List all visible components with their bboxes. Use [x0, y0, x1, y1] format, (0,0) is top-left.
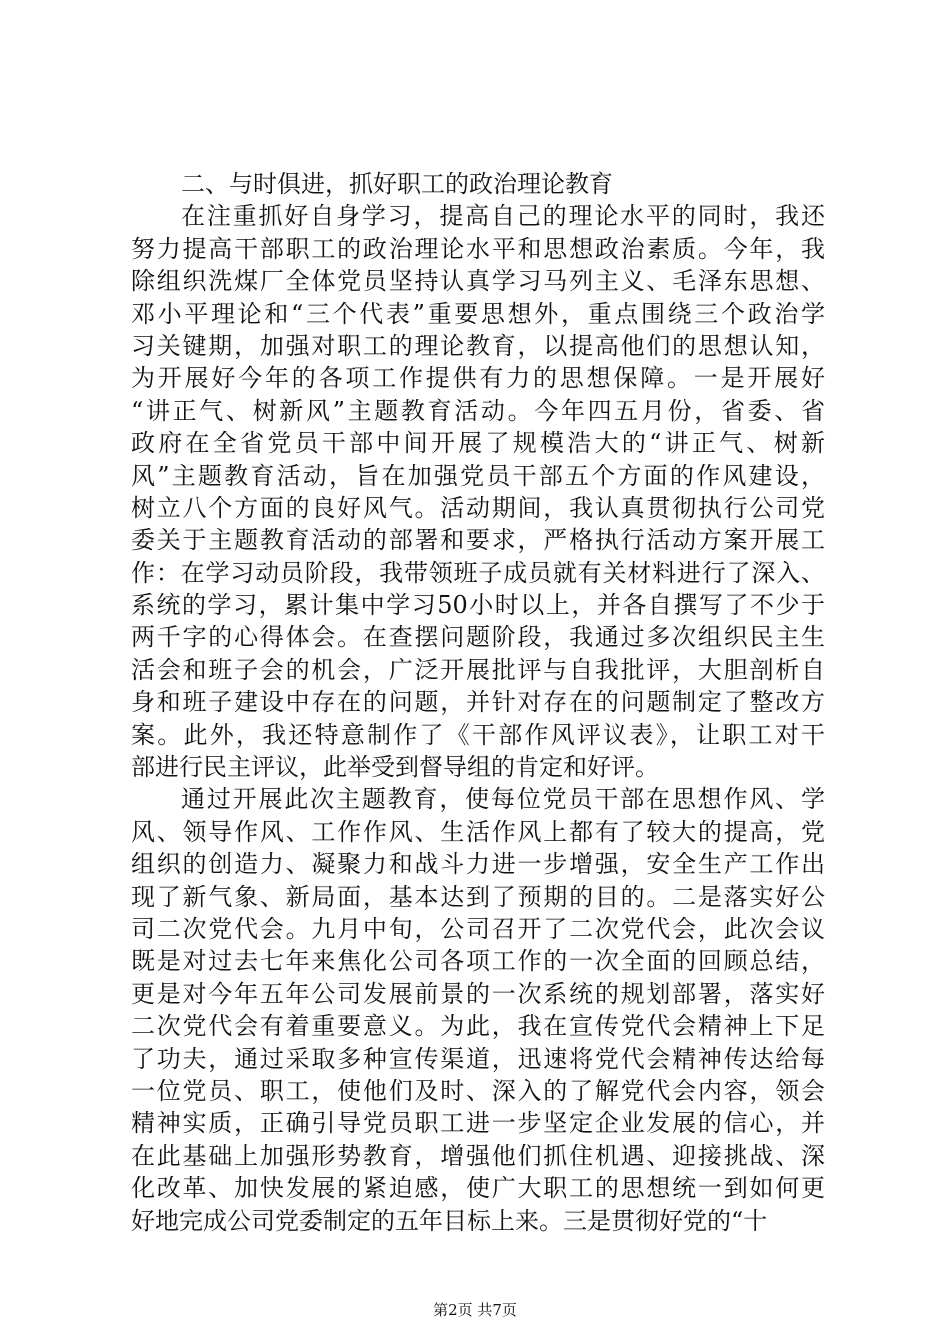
text-line: 精神实质，正确引导党员职工进一步坚定企业发展的信心，并 — [131, 1109, 825, 1138]
text-line: 一位党员、职工，使他们及时、深入的了解党代会内容，领会 — [131, 1076, 825, 1105]
text-line: “讲正气、树新风”主题教育活动。今年四五月份，省委、省 — [131, 396, 825, 425]
text-line: 树立八个方面的良好风气。活动期间，我认真贯彻执行公司党 — [131, 493, 825, 522]
text-line: 风、领导作风、工作作风、生活作风上都有了较大的提高，党 — [131, 817, 825, 846]
text-line: 通过开展此次主题教育，使每位党员干部在思想作风、学 — [181, 785, 825, 814]
text-line: 化改革、加快发展的紧迫感，使广大职工的思想统一到如何更 — [131, 1174, 825, 1203]
text-line: 政府在全省党员干部中间开展了规模浩大的“讲正气、树新 — [131, 429, 825, 458]
text-line: 为开展好今年的各项工作提供有力的思想保障。一是开展好 — [131, 364, 825, 393]
text-line: 身和班子建设中存在的问题，并针对存在的问题制定了整改方 — [131, 688, 825, 717]
text-line: 两千字的心得体会。在查摆问题阶段，我通过多次组织民主生 — [131, 623, 825, 652]
text-line: 二次党代会有着重要意义。为此，我在宣传党代会精神上下足 — [131, 1012, 825, 1041]
document-body — [131, 168, 825, 1237]
text-line: 委关于主题教育活动的部署和要求，严格执行活动方案开展工 — [131, 526, 825, 555]
text-line: 了功夫，通过采取多种宣传渠道，迅速将党代会精神传达给每 — [131, 1044, 825, 1073]
text-line: 努力提高干部职工的政治理论水平和思想政治素质。今年，我 — [131, 234, 825, 263]
text-line: 在此基础上加强形势教育，增强他们抓住机遇、迎接挑战、深 — [131, 1141, 825, 1170]
text-line: 既是对过去七年来焦化公司各项工作的一次全面的回顾总结， — [131, 947, 825, 976]
text-line: 活会和班子会的机会，广泛开展批评与自我批评，大胆剖析自 — [131, 655, 825, 684]
text-line: 司二次党代会。九月中旬，公司召开了二次党代会，此次会议 — [131, 914, 825, 943]
text-line: 二、与时俱进，抓好职工的政治理论教育 — [181, 170, 613, 198]
paragraph — [131, 200, 825, 783]
page-footer: 第2页 共7页 — [433, 1301, 517, 1319]
text-line: 风”主题教育活动，旨在加强党员干部五个方面的作风建设， — [131, 461, 825, 490]
text-line: 案。此外，我还特意制作了《干部作风评议表》，让职工对干 — [131, 720, 825, 749]
text-line: 习关键期，加强对职工的理论教育，以提高他们的思想认知， — [131, 331, 825, 360]
text-line: 系统的学习，累计集中学习50小时以上，并各自撰写了不少于 — [131, 591, 825, 620]
paragraph — [131, 783, 825, 1236]
text-line: 邓小平理论和“三个代表”重要思想外，重点围绕三个政治学 — [131, 299, 825, 328]
paragraph — [131, 168, 825, 200]
text-line: 现了新气象、新局面，基本达到了预期的目的。二是落实好公 — [131, 882, 825, 911]
text-line: 部进行民主评议，此举受到督导组的肯定和好评。 — [131, 753, 659, 782]
text-line: 好地完成公司党委制定的五年目标上来。三是贯彻好党的“十 — [131, 1206, 768, 1235]
text-line: 作：在学习动员阶段，我带领班子成员就有关材料进行了深入、 — [131, 558, 825, 587]
text-line: 除组织洗煤厂全体党员坚持认真学习马列主义、毛泽东思想、 — [131, 267, 825, 296]
text-line: 更是对今年五年公司发展前景的一次系统的规划部署，落实好 — [131, 979, 825, 1008]
text-line: 组织的创造力、凝聚力和战斗力进一步增强，安全生产工作出 — [131, 850, 825, 879]
text-line: 在注重抓好自身学习，提高自己的理论水平的同时，我还 — [181, 202, 825, 231]
